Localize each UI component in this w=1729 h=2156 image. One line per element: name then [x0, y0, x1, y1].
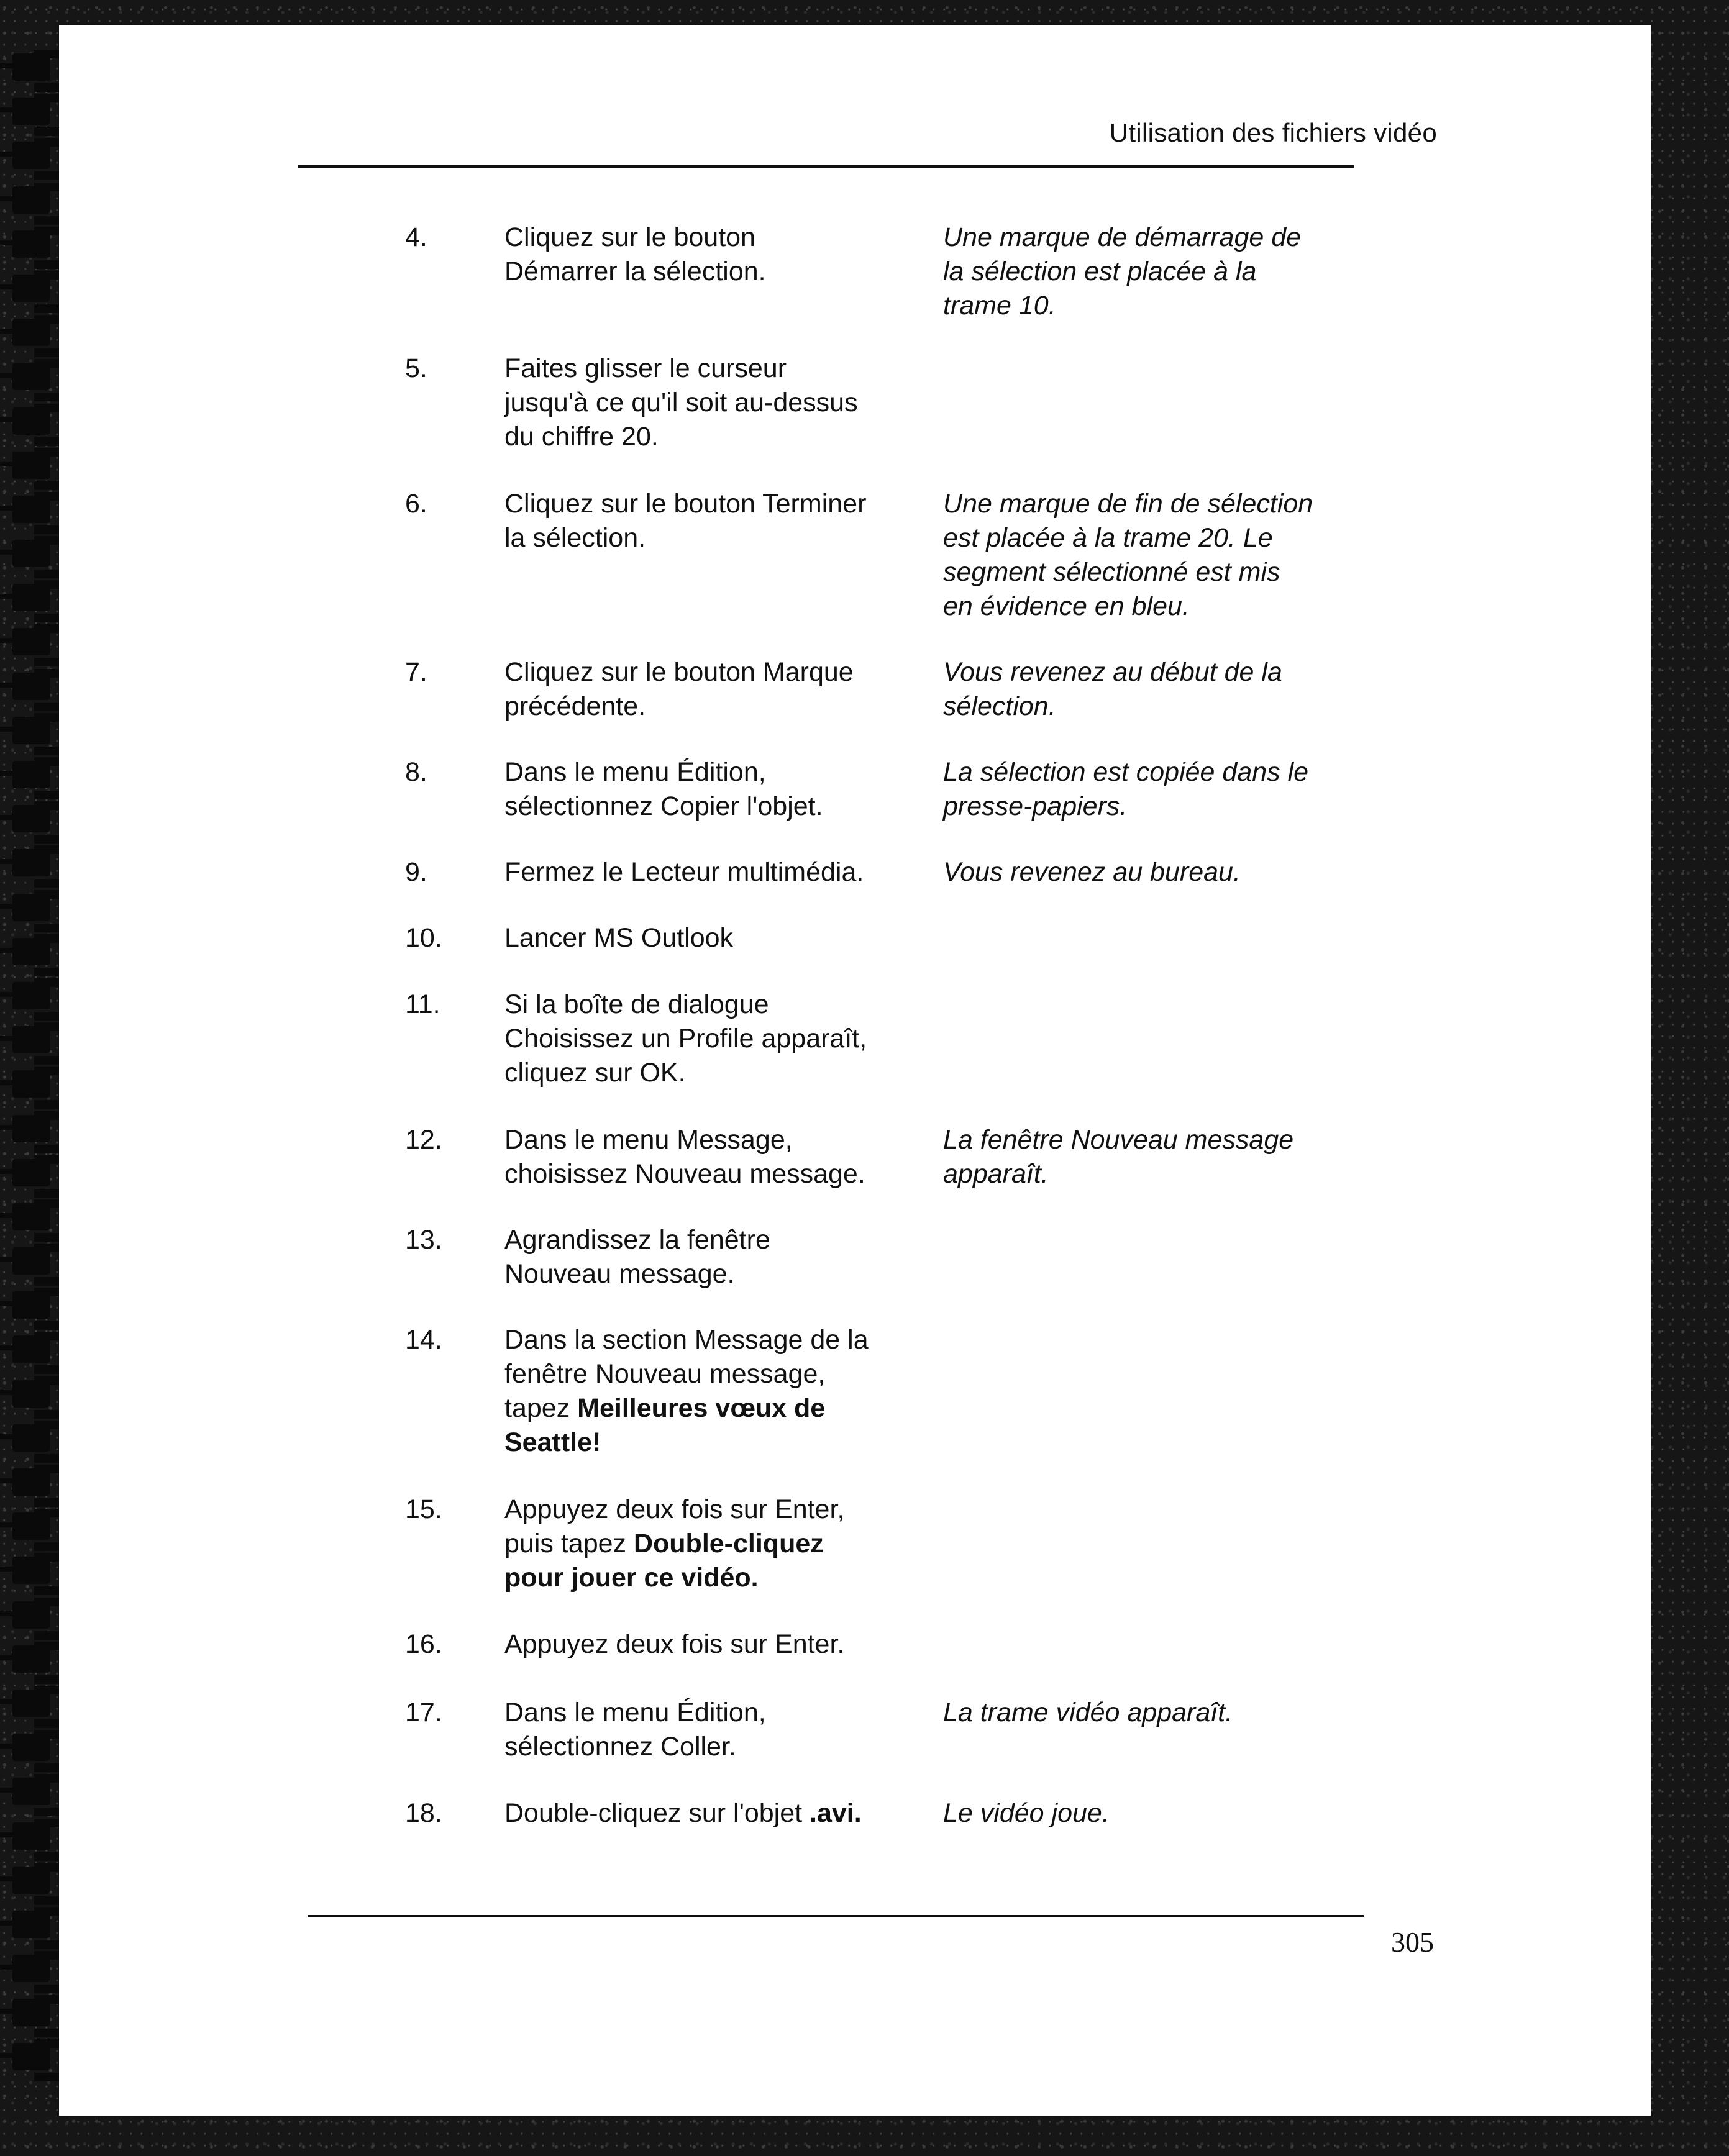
step-action: Faites glisser le curseur jusqu'à ce qu'il soit au-dessus du chiffre 20. — [504, 353, 858, 452]
step-result: Vous revenez au bureau. — [943, 857, 1241, 887]
step-result: Le vidéo joue. — [943, 1798, 1110, 1828]
step-number: 18. — [405, 1798, 442, 1828]
step-action: Dans le menu Message, choisissez Nouveau message. — [504, 1125, 865, 1189]
step-result: La fenêtre Nouveau message apparaît. — [943, 1125, 1294, 1189]
step-action: Dans la section Message de la fenêtre Nouveau message, tapez Meilleures vœux de Seattle! — [504, 1325, 869, 1457]
step-number: 7. — [405, 657, 427, 687]
step-action: Si la boîte de dialogue Choisissez un Profile apparaît, cliquez sur OK. — [504, 989, 867, 1088]
step-action: Cliquez sur le bouton Démarrer la sélection. — [504, 222, 766, 286]
step-result: Vous revenez au début de la sélection. — [943, 657, 1282, 721]
step-result: La trame vidéo apparaît. — [943, 1698, 1233, 1727]
step-action: Cliquez sur le bouton Marque précédente. — [504, 657, 854, 721]
step-number: 11. — [405, 989, 440, 1019]
step-number: 16. — [405, 1629, 442, 1659]
step-number: 9. — [405, 857, 427, 887]
step-number: 15. — [405, 1494, 442, 1524]
step-action: Cliquez sur le bouton Terminer la sélection. — [504, 489, 867, 553]
step-action: Fermez le Lecteur multimédia. — [504, 857, 864, 887]
step-number: 10. — [405, 923, 442, 953]
page-number: 305 — [1391, 1926, 1434, 1958]
step-number: 8. — [405, 757, 427, 787]
step-result: Une marque de fin de sélection est placée à la trame 20. Le segment sélectionné est mis en évidence en bleu. — [943, 489, 1313, 621]
step-action: Double-cliquez sur l'objet .avi. — [504, 1798, 862, 1828]
step-action: Agrandissez la fenêtre Nouveau message. — [504, 1225, 770, 1289]
step-number: 12. — [405, 1125, 442, 1155]
step-number: 4. — [405, 222, 427, 252]
running-header: Utilisation des fichiers vidéo — [1109, 118, 1437, 147]
step-action: Appuyez deux fois sur Enter. — [504, 1629, 845, 1659]
step-number: 14. — [405, 1325, 442, 1355]
step-result: La sélection est copiée dans le presse-papiers. — [943, 757, 1309, 821]
footer-rule — [308, 1915, 1364, 1917]
step-number: 13. — [405, 1225, 442, 1255]
step-number: 5. — [405, 353, 427, 383]
step-action: Appuyez deux fois sur Enter, puis tapez Double-cliquez pour jouer ce vidéo. — [504, 1494, 845, 1593]
step-number: 17. — [405, 1698, 442, 1727]
step-number: 6. — [405, 489, 427, 519]
step-action: Dans le menu Édition, sélectionnez Copier l'objet. — [504, 757, 823, 821]
step-result: Une marque de démarrage de la sélection est placée à la trame 10. — [943, 222, 1302, 321]
step-action: Lancer MS Outlook — [504, 923, 734, 953]
step-action: Dans le menu Édition, sélectionnez Coller. — [504, 1698, 766, 1762]
